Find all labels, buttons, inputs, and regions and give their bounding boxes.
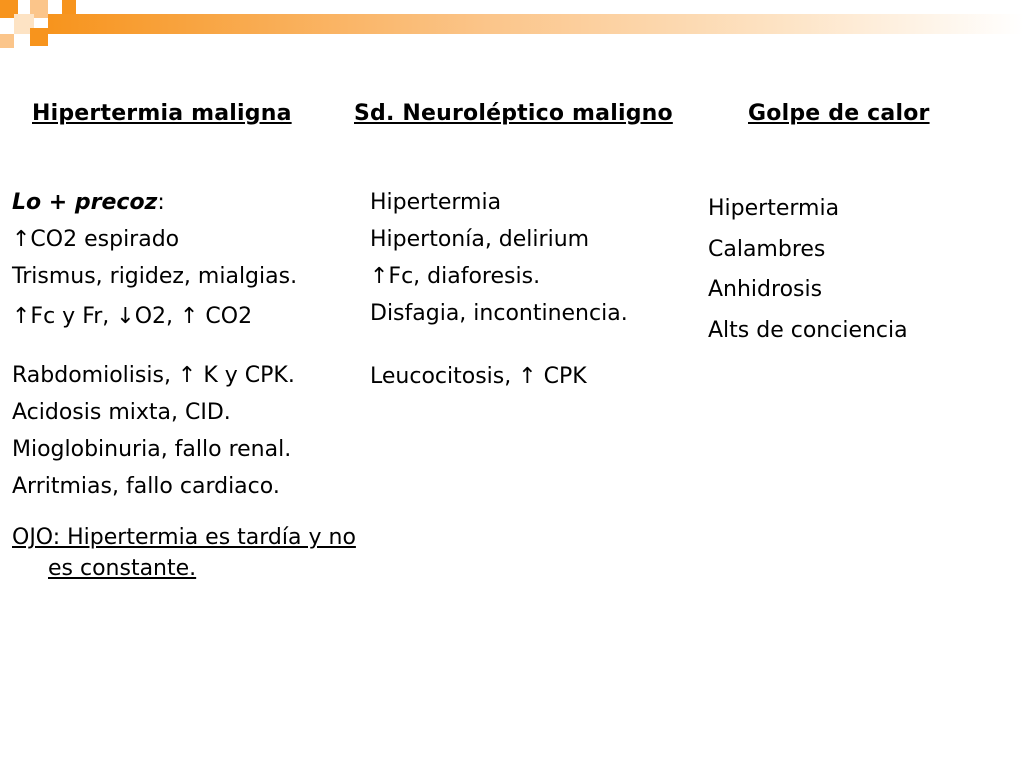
header-golpe-de-calor: Golpe de calor	[748, 101, 930, 126]
list-item: Anhidrosis	[708, 277, 823, 302]
spacer	[12, 505, 362, 523]
warning-note: OJO: Hipertermia es tardía y no es constante.	[12, 525, 356, 581]
list-item: Trismus, rigidez, mialgias.	[12, 264, 298, 289]
list-item: ↑Fc, diaforesis.	[370, 264, 541, 289]
header-hipertermia-maligna: Hipertermia maligna	[32, 101, 292, 126]
list-item: Leucocitosis, ↑ CPK	[370, 364, 587, 389]
lead-label: Lo + precoz	[12, 190, 158, 215]
spacer	[12, 335, 362, 357]
list-item: Hipertermia	[370, 190, 502, 215]
list-item: Mioglobinuria, fallo renal.	[12, 437, 292, 462]
column-sd-neuroleptico-maligno	[370, 184, 690, 395]
list-item: Acidosis mixta, CID.	[12, 400, 231, 425]
list-item: Alts de conciencia	[708, 317, 908, 343]
list-item: Rabdomiolisis, ↑ K y CPK.	[12, 363, 295, 388]
list-item: Hipertonía, delirium	[370, 227, 590, 252]
slide-decoration	[0, 0, 1024, 60]
list-item: Disfagia, incontinencia.	[370, 301, 628, 326]
lead-colon: :	[157, 190, 165, 215]
list-item: Hipertermia	[708, 196, 840, 221]
list-item: Calambres	[708, 236, 826, 262]
list-item: ↑CO2 espirado	[12, 227, 180, 252]
list-item: Arritmias, fallo cardiaco.	[12, 474, 280, 499]
column-golpe-de-calor	[708, 189, 1008, 351]
column-hipertermia-maligna	[12, 184, 362, 584]
lead-line	[12, 184, 362, 221]
header-sd-neuroleptico-maligno: Sd. Neuroléptico maligno	[354, 101, 673, 126]
spacer	[370, 332, 690, 358]
list-item: ↑Fc y Fr, ↓O2, ↑ CO2	[12, 304, 253, 329]
